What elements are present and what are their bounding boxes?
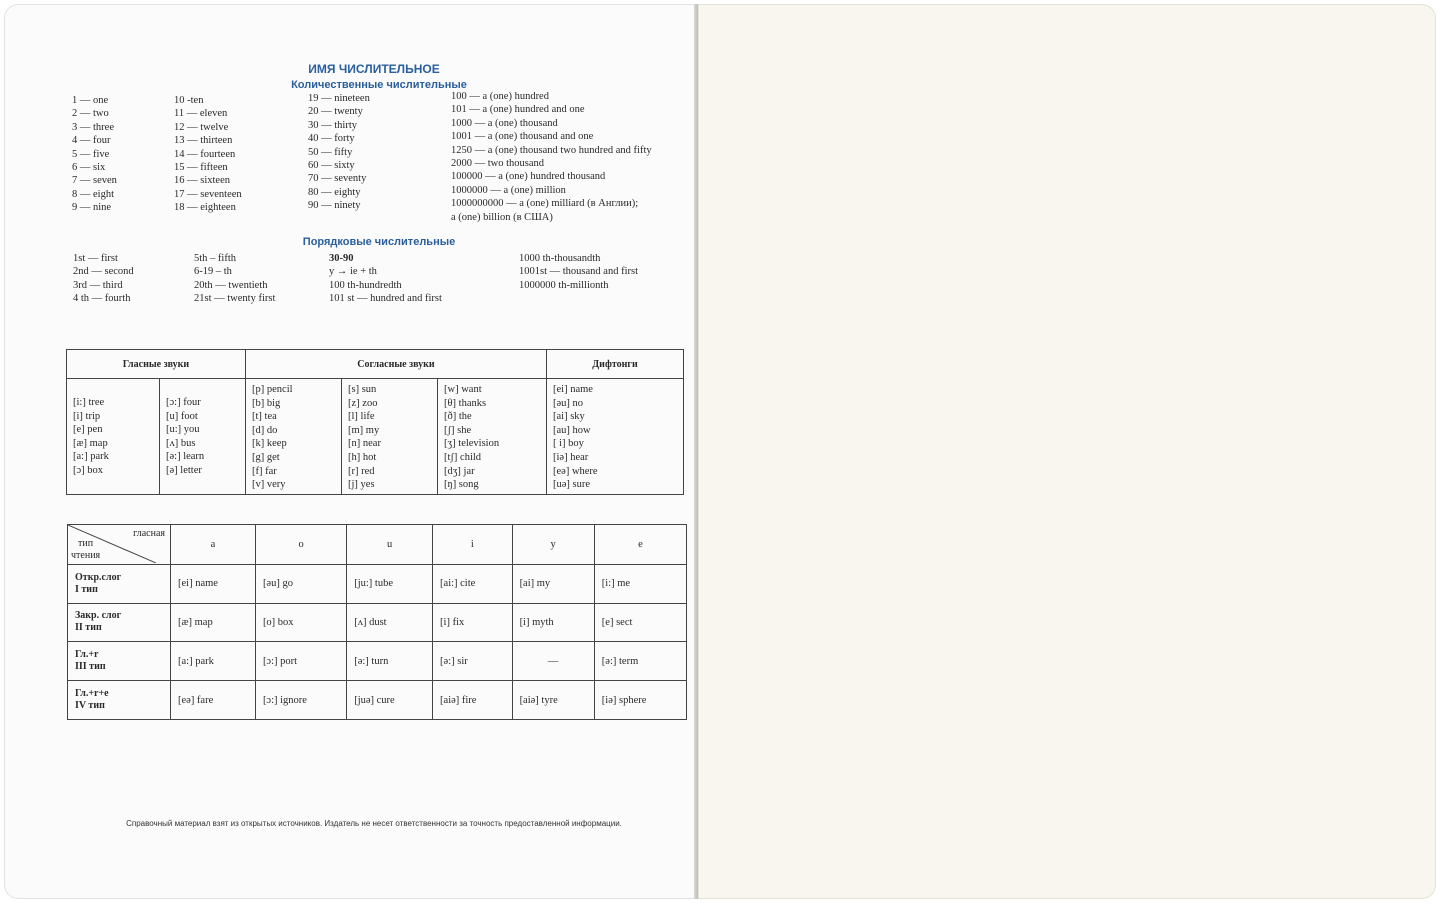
vowel-header-y: y <box>512 525 594 565</box>
table-cell: [ɔ:] port <box>255 642 346 681</box>
table-cell: [ei] name <box>171 564 256 603</box>
ordinal-col-2: 5th – fifth 6-19 – th 20th — twentieth 21st — twenty first <box>194 253 276 305</box>
table-cell: [ə:] sir <box>433 642 513 681</box>
table-cell: [ə:] term <box>594 642 686 681</box>
table-cell: [ai:] cite <box>433 564 513 603</box>
disclaimer-footer: Справочный материал взят из открытых источников. Издатель не несет ответственности за точность предоставленной информации. <box>126 819 622 828</box>
consonants-header: Согласные звуки <box>246 350 547 379</box>
corner-cell <box>68 525 171 565</box>
table-cell: [eə] fare <box>171 681 256 720</box>
consonants-cell-b: [s] sun [z] zoo [l] life [m] my [n] near [h] hot [r] red [j] yes <box>342 379 438 495</box>
consonants-cell-a: [p] pencil [b] big [t] tea [d] do [k] keep [g] get [f] far [v] very <box>246 379 342 495</box>
ordinal-heading: Порядковые числительные <box>302 236 456 248</box>
table-row <box>68 564 687 603</box>
reading-rules-table <box>67 524 687 720</box>
vowel-header-e: e <box>594 525 686 565</box>
table-cell: [ʌ] dust <box>347 603 433 642</box>
table-cell: [əu] go <box>255 564 346 603</box>
diphthongs-cell: [ei] name [əu] no [ai] sky [au] how [ i] boy [iə] hear [eə] where [uə] sure <box>547 379 684 495</box>
table-cell: [ai] my <box>512 564 594 603</box>
cardinal-col-3: 19 — nineteen 20 — twenty 30 — thirty 40 — forty 50 — fifty 60 — sixty 70 — seventy 80 — eighty 90 — ninety <box>308 93 370 212</box>
left-page <box>4 4 696 899</box>
vowels-cell-a: [i:] tree [i] trip [e] pen [æ] map [a:] park [ɔ] box <box>67 379 160 495</box>
cardinal-col-1: 1 — one 2 — two 3 — three 4 — four 5 — five 6 — six 7 — seven 8 — eight 9 — nine <box>72 95 117 214</box>
cardinal-col-4: 100 — a (one) hundred 101 — a (one) hundred and one 1000 — a (one) thousand 1001 — a (one) thousand and one 1250 — a (one) thousand two hundred and fifty 2000 — two thousand 100000 — a (one) hundred thousand 1000000 — a (one) million 1000000000 — a (one) milliard (в Англии); a (one) billion (в США) <box>451 91 652 223</box>
row-label: Откр.слог I тип <box>68 564 171 603</box>
vowel-header-o: o <box>255 525 346 565</box>
vowel-header-i: i <box>433 525 513 565</box>
corner-type-label: тип чтения <box>71 538 101 561</box>
ordinal-col-3: 30-90 y → ie + th 100 th-hundredth 101 st — hundred and first <box>329 253 442 305</box>
main-heading: ИМЯ ЧИСЛИТЕЛЬНОЕ <box>308 62 440 76</box>
sounds-table <box>66 349 684 495</box>
ordinal-col-1: 1st — first 2nd — second 3rd — third 4 th — fourth <box>73 253 134 305</box>
table-cell: [aiə] fire <box>433 681 513 720</box>
row-label: Гл.+r+e IV тип <box>68 681 171 720</box>
table-cell: [aiə] tyre <box>512 681 594 720</box>
consonants-cell-c: [w] want [θ] thanks [ð] the [ʃ] she [ʒ] television [tʃ] child [dʒ] jar [ŋ] song <box>438 379 547 495</box>
vowel-header-u: u <box>347 525 433 565</box>
table-cell: [e] sect <box>594 603 686 642</box>
table-row <box>68 642 687 681</box>
row-label: Закр. слог II тип <box>68 603 171 642</box>
vowels-header: Гласные звуки <box>67 350 246 379</box>
table-cell: [a:] park <box>171 642 256 681</box>
vowel-header-a: a <box>171 525 256 565</box>
table-cell: [æ] map <box>171 603 256 642</box>
table-row <box>68 603 687 642</box>
table-cell: [i] fix <box>433 603 513 642</box>
notebook-spread <box>4 4 1436 899</box>
ordinal-col-4: 1000 th-thousandth 1001st — thousand and first 1000000 th-millionth <box>519 253 638 291</box>
cardinal-col-2: 10 -ten 11 — eleven 12 — twelve 13 — thirteen 14 — fourteen 15 — fifteen 16 — sixteen 17 — seventeen 18 — eighteen <box>174 95 242 214</box>
table-cell: [ɔ:] ignore <box>255 681 346 720</box>
right-page-blank <box>698 4 1436 899</box>
table-cell: [ə:] turn <box>347 642 433 681</box>
corner-vowel-label: гласная <box>133 528 165 539</box>
table-cell: — <box>512 642 594 681</box>
diphthongs-header: Дифтонги <box>547 350 684 379</box>
vowels-cell-b: [ɔ:] four [u] foot [u:] you [ʌ] bus [ə:] learn [ə] letter <box>160 379 246 495</box>
table-cell: [i:] me <box>594 564 686 603</box>
table-cell: [o] box <box>255 603 346 642</box>
table-row <box>68 681 687 720</box>
table-cell: [iə] sphere <box>594 681 686 720</box>
table-cell: [i] myth <box>512 603 594 642</box>
row-label: Гл.+r III тип <box>68 642 171 681</box>
cardinal-heading: Количественные числительные <box>291 79 467 91</box>
table-cell: [juə] cure <box>347 681 433 720</box>
table-cell: [ju:] tube <box>347 564 433 603</box>
